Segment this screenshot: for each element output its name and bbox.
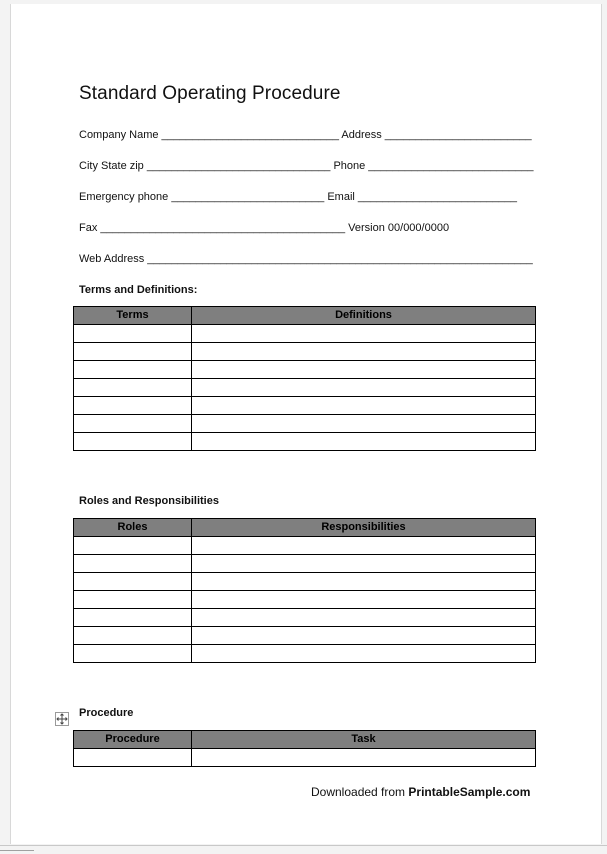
city-phone-line: City State zip ______________________________ Phone ___________________________ [79,160,534,172]
roles-column-header: Roles [74,519,192,537]
table-row [74,397,536,415]
table-cell[interactable] [192,573,536,591]
terms-table [73,306,536,451]
document-page [10,4,602,844]
responsibilities-column-header: Responsibilities [192,519,536,537]
table-cell[interactable] [74,379,192,397]
document-title: Standard Operating Procedure [79,83,341,104]
table-row [74,537,536,555]
table-cell[interactable] [74,433,192,451]
procedure-column-header: Procedure [74,731,192,749]
terms-header-row [74,307,536,325]
table-cell[interactable] [192,537,536,555]
table-row [74,415,536,433]
table-row [74,627,536,645]
table-cell[interactable] [74,325,192,343]
footer-site-link[interactable]: PrintableSample.com [408,785,531,799]
fax-version-line: Fax ________________________________________ Version 00/000/0000 [79,222,450,234]
table-cell[interactable] [192,591,536,609]
table-cell[interactable] [192,361,536,379]
table-cell[interactable] [74,415,192,433]
table-cell[interactable] [192,343,536,361]
table-cell[interactable] [74,555,192,573]
definitions-column-header: Definitions [192,307,536,325]
page-bottom-divider [0,845,607,846]
table-cell[interactable] [74,537,192,555]
terms-column-header: Terms [74,307,192,325]
roles-header-row [74,519,536,537]
table-cell[interactable] [192,645,536,663]
procedure-header-row [74,731,536,749]
table-row [74,361,536,379]
procedure-table [73,730,536,767]
roles-heading: Roles and Responsibilities [79,495,219,507]
table-move-handle-icon[interactable] [55,712,69,726]
table-cell[interactable] [192,627,536,645]
table-row [74,645,536,663]
table-cell[interactable] [192,397,536,415]
table-cell[interactable] [192,379,536,397]
table-row [74,325,536,343]
emergency-email-line: Emergency phone _________________________ Email __________________________ [79,191,517,203]
table-cell[interactable] [74,343,192,361]
procedure-heading: Procedure [79,707,134,719]
ruler-tick [0,850,34,851]
footer-prefix: Downloaded from [311,785,409,799]
table-row [74,379,536,397]
table-cell[interactable] [74,361,192,379]
table-cell[interactable] [192,749,536,767]
table-cell[interactable] [74,749,192,767]
table-row [74,609,536,627]
table-cell[interactable] [192,555,536,573]
table-cell[interactable] [74,573,192,591]
table-cell[interactable] [74,609,192,627]
table-cell[interactable] [192,609,536,627]
table-row [74,591,536,609]
table-cell[interactable] [74,627,192,645]
table-row [74,555,536,573]
table-row [74,573,536,591]
task-column-header: Task [192,731,536,749]
table-cell[interactable] [74,397,192,415]
table-row [74,433,536,451]
table-cell[interactable] [192,325,536,343]
table-cell[interactable] [74,645,192,663]
table-row [74,749,536,767]
table-cell[interactable] [74,591,192,609]
roles-table [73,518,536,663]
company-address-line: Company Name _____________________________ Address ________________________ [79,129,532,141]
web-address-line: Web Address _______________________________________________________________ [79,253,533,265]
table-cell[interactable] [192,433,536,451]
terms-heading: Terms and Definitions: [79,284,198,296]
table-row [74,343,536,361]
footer-credit [311,785,530,799]
table-cell[interactable] [192,415,536,433]
